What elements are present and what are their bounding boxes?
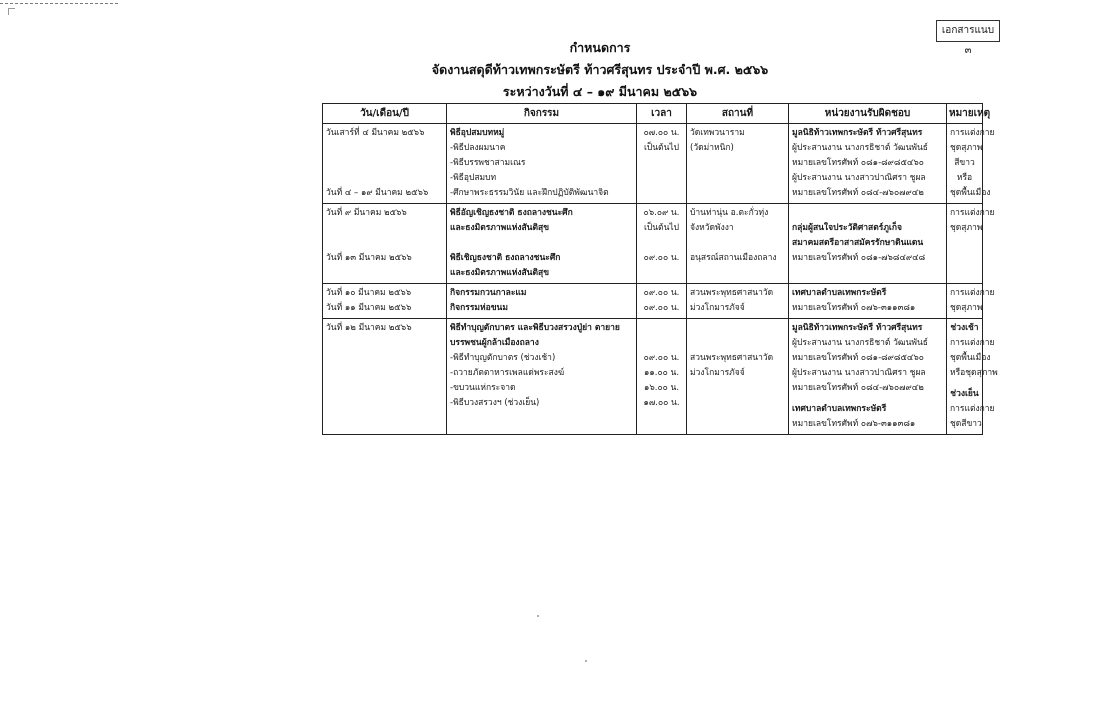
place-text: วัดเทพวนาราม [690, 128, 745, 138]
agency-title: สมาคมสตรีอาสาสมัครรักษาดินแดน [792, 238, 924, 248]
time-text: ๐๗.๐๐ น. [643, 128, 680, 138]
agency-text: หมายเลขโทรศัพท์ ๐๘๑-๘๙๘๕๔๖๐ [792, 158, 924, 168]
agency-text: หมายเลขโทรศัพท์ ๐๗๖-๓๑๑๓๘๑ [792, 419, 916, 429]
header-activity: กิจกรรม [447, 104, 637, 124]
time-text: ๐๙.๐๐ น. [643, 303, 680, 313]
time-cell [637, 284, 687, 319]
note-cell [947, 284, 995, 319]
activity-item: -ขบวนแห่กระจาด [450, 383, 516, 393]
note-heading: ช่วงเช้า [950, 323, 979, 333]
time-text: ๐๙.๐๐ น. [643, 353, 680, 363]
scan-corner-mark [8, 8, 15, 15]
agency-text: ผู้ประสานงาน นางสาวปาณิศรา ชูผล [792, 173, 926, 183]
activity-title: กิจกรรมห่อขนม [450, 303, 508, 313]
schedule-table [322, 103, 998, 435]
note-heading: ช่วงเย็น [950, 389, 979, 399]
time-text: ๑๗.๐๐ น. [643, 398, 680, 408]
activity-title: กิจกรรมกวนกาละแม [450, 288, 527, 298]
agency-text: ผู้ประสานงาน นางสาวปาณิศรา ชูผล [792, 368, 926, 378]
note-text: การแต่งกาย [950, 208, 995, 218]
activity-cell [447, 319, 637, 435]
time-text: ๐๖.๐๙ น. [643, 208, 680, 218]
date-cell [323, 319, 447, 435]
activity-title: พิธีเชิญธงชาติ ธงถลางชนะศึก [450, 253, 561, 263]
agency-title: เทศบาลตำบลเทพกระษัตรี [792, 404, 887, 414]
agency-text: ผู้ประสานงาน นางกรธิชาต์ วัฒนพันธ์ [792, 143, 928, 153]
activity-title: พิธีอัญเชิญธงชาติ ธงถลางชนะศึก [450, 208, 573, 218]
table-row [323, 204, 983, 284]
place-text: ม่วงโกมารภัจจ์ [690, 368, 745, 378]
place-cell [687, 124, 789, 204]
title-line-1: กำหนดการ [569, 40, 631, 55]
time-text: ๐๙.๐๐ น. [643, 253, 680, 263]
note-text: หรือชุดสุภาพ [950, 368, 998, 378]
place-text: จังหวัดพังงา [690, 223, 734, 233]
place-cell [687, 319, 789, 435]
note-text: ชุดสีขาว [950, 419, 982, 429]
header-note: หมายเหตุ [947, 104, 983, 124]
agency-title: เทศบาลตำบลเทพกระษัตรี [792, 288, 887, 298]
table-row [323, 284, 983, 319]
note-text: หรือ [956, 173, 973, 183]
time-cell [637, 124, 687, 204]
note-text: ชุดสุภาพ [950, 303, 983, 313]
top-edge-rule [0, 3, 118, 4]
place-cell [687, 204, 789, 284]
activity-item: -พิธีอุปสมบท [450, 173, 497, 183]
note-text: การแต่งกาย [950, 128, 995, 138]
place-text: อนุสรณ์สถานเมืองถลาง [690, 253, 777, 263]
activity-item: -ถวายภัตตาหารเพลแด่พระสงฆ์ [450, 368, 565, 378]
date-cell [323, 124, 447, 204]
activity-title: พิธีอุปสมบทหมู่ [450, 128, 505, 138]
date-text: วันเสาร์ที่ ๔ มีนาคม ๒๕๖๖ [326, 128, 425, 138]
note-cell [947, 319, 998, 435]
note-text: ชุดสุภาพ [950, 223, 983, 233]
activity-cell [447, 204, 637, 284]
activity-title: บรรพชนผู้กล้าเมืองถลาง [450, 338, 539, 348]
agency-text: หมายเลขโทรศัพท์ ๐๘๔-๗๖๐๗๙๔๒ [792, 383, 924, 393]
title-line-2: จัดงานสดุดีท้าวเทพกระษัตรี ท้าวศรีสุนทร ประจำปี พ.ศ. ๒๕๖๖ [431, 62, 769, 77]
time-text: ๐๙.๐๐ น. [643, 288, 680, 298]
activity-item: -พิธีปลงผมนาค [450, 143, 506, 153]
agency-title: มูลนิธิท้าวเทพกระษัตรี ท้าวศรีสุนทร [792, 323, 923, 333]
agency-text: หมายเลขโทรศัพท์ ๐๘๔-๗๖๐๗๙๔๒ [792, 188, 924, 198]
header-place: สถานที่ [687, 104, 789, 124]
time-cell [637, 204, 687, 284]
place-text: (วัดม่าหนิก) [690, 143, 734, 153]
activity-title: และธงมิตรภาพแห่งสันติสุข [450, 223, 550, 233]
time-text: เป็นต้นไป [643, 143, 680, 153]
place-cell [687, 284, 789, 319]
agency-cell [789, 284, 947, 319]
note-text: การแต่งกาย [950, 404, 995, 414]
agency-cell [789, 124, 947, 204]
date-text: วันที่ ๑๑ มีนาคม ๒๕๖๖ [326, 303, 412, 313]
agency-title: มูลนิธิท้าวเทพกระษัตรี ท้าวศรีสุนทร [792, 128, 923, 138]
scan-speck [537, 615, 539, 617]
activity-cell [447, 124, 637, 204]
time-text: เป็นต้นไป [643, 223, 680, 233]
header-date: วัน/เดือน/ปี [323, 104, 447, 124]
header-agency: หน่วยงานรับผิดชอบ [789, 104, 947, 124]
note-cell [947, 204, 995, 284]
table-row [323, 124, 983, 204]
time-cell [637, 319, 687, 435]
date-text: วันที่ ๑๓ มีนาคม ๒๕๖๖ [326, 253, 412, 263]
date-text: วันที่ ๑๐ มีนาคม ๒๕๖๖ [326, 288, 412, 298]
attachment-tag: เอกสารแนบ ๓ [936, 20, 1000, 42]
agency-cell [789, 319, 947, 435]
agency-text: หมายเลขโทรศัพท์ ๐๘๑-๘๙๘๕๔๖๐ [792, 353, 924, 363]
date-cell [323, 204, 447, 284]
note-text: สีขาว [954, 158, 975, 168]
title-line-3: ระหว่างวันที่ ๔ – ๑๙ มีนาคม ๒๕๖๖ [502, 84, 698, 99]
scan-speck [585, 660, 587, 662]
header-time: เวลา [637, 104, 687, 124]
activity-title: พิธีทำบุญตักบาตร และพิธีบวงสรวงปู่ย่า ตายาย [450, 323, 620, 333]
date-text: วันที่ ๑๒ มีนาคม ๒๕๖๖ [326, 323, 412, 333]
agency-text: หมายเลขโทรศัพท์ ๐๘๑-๗๖๘๔๙๔๘ [792, 253, 926, 263]
header-row [323, 104, 983, 124]
note-text: ชุดพื้นเมือง [950, 353, 991, 363]
agency-text: หมายเลขโทรศัพท์ ๐๗๖-๓๑๑๓๘๑ [792, 303, 916, 313]
activity-item: -พิธีบวงสรวงฯ (ช่วงเย็น) [450, 398, 540, 408]
date-cell [323, 284, 447, 319]
place-text: สวนพระพุทธศาสนาวัด [690, 288, 774, 298]
place-text: บ้านท่านุ่น อ.ตะกั่วทุ่ง [690, 208, 769, 218]
activity-cell [447, 284, 637, 319]
place-text: ม่วงโกมารภัจจ์ [690, 303, 745, 313]
note-text: การแต่งกาย [950, 288, 995, 298]
date-text: วันที่ ๙ มีนาคม ๒๕๖๖ [326, 208, 407, 218]
agency-text: ผู้ประสานงาน นางกรธิชาต์ วัฒนพันธ์ [792, 338, 928, 348]
time-text: ๑๖.๐๐ น. [643, 383, 680, 393]
activity-item: -ศึกษาพระธรรมวินัย และฝึกปฏิบัติพัฒนาจิต [450, 188, 609, 198]
agency-cell [789, 204, 947, 284]
activity-item: -พิธีทำบุญตักบาตร (ช่วงเช้า) [450, 353, 556, 363]
note-cell [947, 124, 995, 204]
activity-title: และธงมิตรภาพแห่งสันติสุข [450, 268, 550, 278]
note-text: ชุดสุภาพ [950, 143, 983, 153]
table-row [323, 319, 983, 435]
note-text: การแต่งกาย [950, 338, 995, 348]
date-text: วันที่ ๔ – ๑๙ มีนาคม ๒๕๖๖ [326, 188, 429, 198]
place-text: สวนพระพุทธศาสนาวัด [690, 353, 774, 363]
agency-title: กลุ่มผู้สนใจประวัติศาสตร์ภูเก็จ [792, 223, 902, 233]
activity-item: -พิธีบรรพชาสามเณร [450, 158, 526, 168]
note-text: ชุดพื้นเมือง [950, 188, 991, 198]
time-text: ๑๑.๐๐ น. [643, 368, 680, 378]
